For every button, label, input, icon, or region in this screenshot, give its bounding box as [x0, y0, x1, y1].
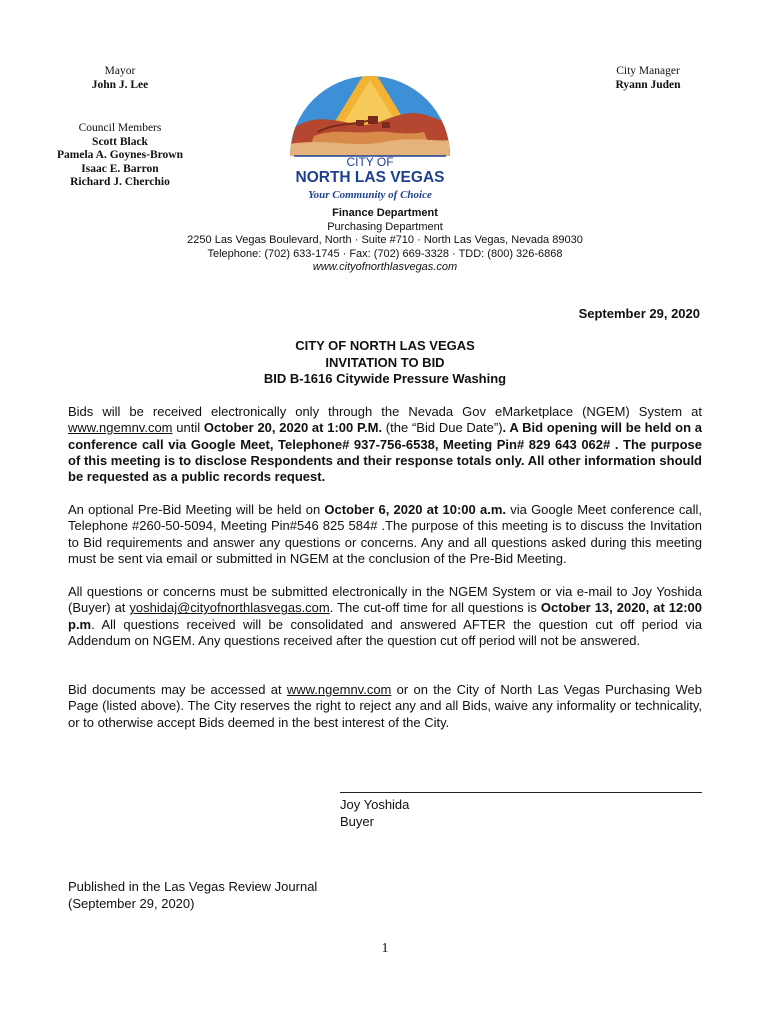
publication-line2: (September 29, 2020)	[68, 895, 195, 911]
document-title	[0, 338, 770, 388]
page-number: 1	[381, 941, 389, 956]
department-phones: Telephone: (702) 633-1745 · Fax: (702) 669-3328 · TDD: (800) 326-6868	[207, 247, 563, 260]
text: (the “Bid Due Date”)	[382, 420, 503, 436]
paragraph-prebid	[68, 502, 702, 567]
mayor-name: John J. Lee	[91, 79, 149, 91]
text: . All questions received will be consolidated and answered AFTER the question cut off period via Addendum on NGEM. Any questions received after the question cut off period will not be answered.	[68, 616, 702, 648]
logo-line1: CITY OF	[346, 155, 394, 169]
department-name: Finance Department	[332, 207, 438, 219]
text: Bid documents may be accessed at	[68, 682, 287, 697]
city-manager-title: City Manager	[616, 65, 680, 77]
bid-opening-notice: . A Bid opening will be held on a conference call via Google Meet, Telephone# 937-756-6538, Meeting Pin# 829 643 062# . The purpose of this meeting is to disclose Respondents and their response totals only. All other information should be requested as a public records request.	[68, 420, 702, 485]
paragraph-bids	[68, 404, 702, 485]
city-manager-block	[548, 64, 748, 92]
mayor-block	[40, 64, 200, 92]
paragraph-questions	[68, 584, 702, 649]
council-member: Scott Black	[92, 135, 148, 148]
prebid-date: October 6, 2020 at 10:00 a.m.	[324, 502, 506, 517]
signature-block	[340, 797, 409, 830]
ngem-link[interactable]: www.ngemnv.com	[68, 420, 173, 436]
council-title: Council Members	[78, 122, 162, 134]
division-name: Purchasing Department	[327, 220, 443, 233]
bid-due-date: October 20, 2020 at 1:00 P.M.	[203, 420, 383, 436]
question-cutoff: October 13, 2020, at 12:00 p.m	[68, 600, 702, 632]
text: . The cut-off time for all questions is	[329, 600, 541, 616]
council-member: Pamela A. Goynes-Brown	[57, 149, 183, 161]
city-manager-name: Ryann Juden	[615, 79, 681, 91]
title-line1: CITY OF NORTH LAS VEGAS	[295, 338, 475, 353]
publication-line1: Published in the Las Vegas Review Journal	[68, 879, 318, 894]
title-line3: BID B-1616 Citywide Pressure Washing	[263, 371, 507, 386]
signature-line	[340, 792, 702, 793]
council-members-block	[40, 122, 200, 190]
text: or on the City of North Las Vegas Purchasing Web Page (listed above). The City reserves the right to reject any and all Bids, waive any informality or technicality, or to otherwise accept Bids deemed in the best interest of the City.	[68, 682, 702, 730]
text: Bids will be received electronically only through the Nevada Gov eMarketplace (NGEM) System at	[68, 404, 702, 419]
document-date: September 29, 2020	[578, 306, 700, 321]
logo-line2: NORTH LAS VEGAS	[295, 169, 445, 186]
city-logo	[284, 62, 456, 204]
text: All questions or concerns must be submitted electronically in the NGEM System or via e-mail to Joy Yoshida (Buyer) at	[68, 584, 702, 616]
department-block	[0, 207, 770, 275]
text: until	[172, 420, 204, 436]
signer-role: Buyer	[340, 813, 374, 829]
department-address: 2250 Las Vegas Boulevard, North · Suite #710 · North Las Vegas, Nevada 89030	[187, 234, 583, 246]
title-line2: INVITATION TO BID	[325, 354, 445, 370]
signer-name: Joy Yoshida	[340, 797, 410, 812]
council-member: Richard J. Cherchio	[70, 176, 170, 188]
publication-note	[68, 879, 317, 912]
paragraph-documents	[68, 682, 702, 731]
logo-tagline: Your Community of Choice	[308, 189, 432, 201]
department-website[interactable]: www.cityofnorthlasvegas.com	[312, 261, 458, 273]
text: via Google Meet conference call, Telephone #260-50-5094, Meeting Pin#546 825 584# .The purpose of this meeting is to discuss the Invitation to Bid requirements and answer any questions or concerns. Any and all questions asked during this meeting must be sent via email or submitted in NGEM at the conclusion of the Pre-Bid Meeting.	[68, 502, 703, 566]
mayor-title: Mayor	[104, 65, 136, 77]
ngem-link[interactable]: www.ngemnv.com	[286, 682, 392, 697]
council-member: Isaac E. Barron	[81, 162, 159, 175]
city-seal-icon	[284, 62, 456, 204]
text: An optional Pre-Bid Meeting will be held on	[68, 502, 325, 517]
buyer-email-link[interactable]: yoshidaj@cityofnorthlasvegas.com	[129, 600, 330, 616]
